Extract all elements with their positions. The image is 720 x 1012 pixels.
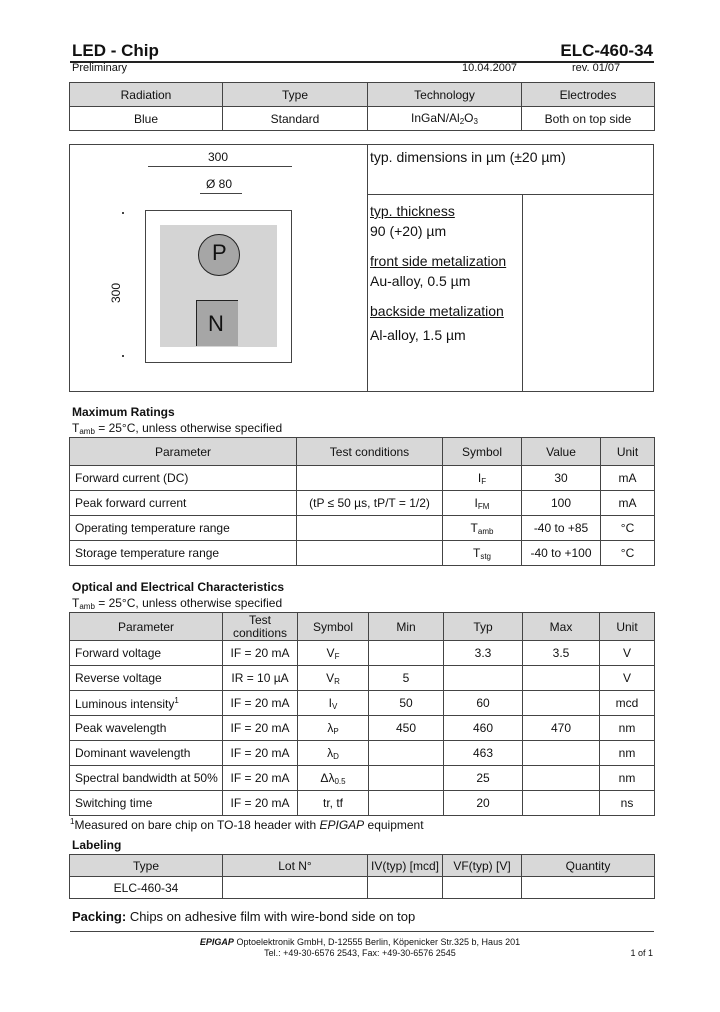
oe-min: 450 bbox=[369, 716, 444, 741]
oe-symbol: $I_V$ bbox=[298, 691, 369, 716]
width-dimension: 300 bbox=[208, 150, 229, 164]
summary-cell: Both on top side bbox=[522, 107, 655, 131]
front-metal-value: Au-alloy, 0.5 µm bbox=[370, 273, 471, 289]
summary-header: Type bbox=[223, 83, 368, 107]
mr-header: Unit bbox=[601, 438, 655, 466]
oe-parameter: Reverse voltage bbox=[70, 666, 223, 691]
oe-conditions: IF = 20 mA bbox=[223, 691, 298, 716]
height-marker bbox=[122, 212, 124, 214]
oe-typ bbox=[444, 666, 523, 691]
oe-header: Typ bbox=[444, 613, 523, 641]
height-dimension: 300 bbox=[109, 282, 124, 304]
oe-unit: mcd bbox=[600, 691, 655, 716]
mr-unit: °C bbox=[601, 516, 655, 541]
label-cell: ELC-460-34 bbox=[70, 877, 223, 899]
oe-parameter: Forward voltage bbox=[70, 641, 223, 666]
summary-table bbox=[69, 82, 655, 131]
oe-typ: 60 bbox=[444, 691, 523, 716]
oe-typ: 463 bbox=[444, 741, 523, 766]
oe-parameter: Spectral bandwidth at 50% bbox=[70, 766, 223, 791]
footer-contact: Tel.: +49-30-6576 2543, Fax: +49-30-6576 2545 bbox=[264, 948, 456, 958]
mr-value: 30 bbox=[522, 466, 601, 491]
summary-header: Radiation bbox=[70, 83, 223, 107]
mr-conditions bbox=[297, 541, 443, 566]
oe-header: Unit bbox=[600, 613, 655, 641]
page-number: 1 of 1 bbox=[630, 948, 653, 958]
oe-max bbox=[523, 691, 600, 716]
mr-symbol: $I_{FM}$ bbox=[443, 491, 522, 516]
label-cell bbox=[368, 877, 443, 899]
oe-min: 50 bbox=[369, 691, 444, 716]
oe-parameter: Luminous intensity$^1$ bbox=[70, 691, 223, 716]
max-ratings-condition: $T_{amb} = 25^\circ C$, unless otherwise specified bbox=[72, 421, 283, 436]
footer-brand: EPIGAP bbox=[199, 937, 234, 947]
thickness-title: typ. thickness bbox=[370, 203, 455, 219]
oe-parameter: Switching time bbox=[70, 791, 223, 816]
label-cell bbox=[443, 877, 522, 899]
oe-max bbox=[523, 791, 600, 816]
footnote: $^1$Measured on bare chip on TO-18 header with EPIGAP equipment bbox=[70, 817, 424, 832]
label-header: VF(typ) [V] bbox=[443, 855, 522, 877]
title-rule bbox=[70, 61, 654, 63]
notes-divider-v bbox=[522, 194, 523, 392]
packing-line bbox=[72, 909, 415, 924]
oe-symbol: $V_F$ bbox=[298, 641, 369, 666]
drawing-divider bbox=[367, 144, 368, 392]
packing-text: Chips on adhesive film with wire-bond side on top bbox=[129, 909, 416, 924]
mr-unit: °C bbox=[601, 541, 655, 566]
summary-cell: Standard bbox=[223, 107, 368, 131]
label-header: Type bbox=[70, 855, 223, 877]
mr-parameter: Peak forward current bbox=[70, 491, 297, 516]
oe-max bbox=[523, 666, 600, 691]
status-label: Preliminary bbox=[72, 62, 128, 74]
oe-conditions: IF = 20 mA bbox=[223, 766, 298, 791]
label-cell bbox=[522, 877, 655, 899]
mr-unit: mA bbox=[601, 466, 655, 491]
oe-unit: V bbox=[600, 641, 655, 666]
back-metal-value: Al-alloy, 1.5 µm bbox=[370, 327, 466, 343]
pad-n-label: N bbox=[208, 311, 224, 336]
mr-parameter: Storage temperature range bbox=[70, 541, 297, 566]
optical-condition: $T_{amb} = 25^\circ C$, unless otherwise specified bbox=[72, 596, 283, 611]
dims-note: typ. dimensions in µm (±20 µm) bbox=[370, 149, 566, 165]
oe-conditions: IR = 10 µA bbox=[223, 666, 298, 691]
oe-header: Max bbox=[523, 613, 600, 641]
mr-conditions bbox=[297, 466, 443, 491]
mr-conditions bbox=[297, 516, 443, 541]
oe-typ: 20 bbox=[444, 791, 523, 816]
mr-value: -40 to +85 bbox=[522, 516, 601, 541]
packing-label: Packing: bbox=[72, 909, 127, 924]
doc-revision: rev. 01/07 bbox=[572, 62, 621, 74]
footer-address: Optoelektronik GmbH, D-12555 Berlin, Köpenicker Str.325 b, Haus 201 bbox=[236, 937, 521, 947]
label-cell bbox=[223, 877, 368, 899]
back-metal-title: backside metalization bbox=[370, 303, 504, 319]
mr-conditions: (tP ≤ 50 µs, tP/T = 1/2) bbox=[297, 491, 443, 516]
oe-header: Min bbox=[369, 613, 444, 641]
mr-unit: mA bbox=[601, 491, 655, 516]
oe-typ: 25 bbox=[444, 766, 523, 791]
thickness-value: 90 (+20) µm bbox=[370, 223, 447, 239]
label-header: IV(typ) [mcd] bbox=[368, 855, 443, 877]
oe-max: 470 bbox=[523, 716, 600, 741]
oe-min bbox=[369, 791, 444, 816]
mr-header: Parameter bbox=[70, 438, 297, 466]
oe-conditions: IF = 20 mA bbox=[223, 791, 298, 816]
footer-address-line bbox=[0, 937, 720, 947]
summary-cell: Blue bbox=[70, 107, 223, 131]
oe-symbol: tr, tf bbox=[298, 791, 369, 816]
oe-typ: 460 bbox=[444, 716, 523, 741]
label-header: Quantity bbox=[522, 855, 655, 877]
oe-header: Symbol bbox=[298, 613, 369, 641]
diameter-dimension-line bbox=[200, 193, 242, 194]
oe-max: 3.5 bbox=[523, 641, 600, 666]
oe-min bbox=[369, 766, 444, 791]
oe-header: Parameter bbox=[70, 613, 223, 641]
oe-unit: ns bbox=[600, 791, 655, 816]
oe-conditions: IF = 20 mA bbox=[223, 716, 298, 741]
part-number: ELC-460-34 bbox=[560, 41, 653, 60]
oe-unit: nm bbox=[600, 766, 655, 791]
optical-title: Optical and Electrical Characteristics bbox=[72, 580, 285, 594]
labeling-title: Labeling bbox=[72, 838, 122, 852]
max-ratings-table bbox=[69, 437, 655, 566]
summary-cell-technology: InGaN/$Al_2O_3$ bbox=[368, 107, 522, 131]
oe-conditions: IF = 20 mA bbox=[223, 741, 298, 766]
mr-header: Value bbox=[522, 438, 601, 466]
mr-value: 100 bbox=[522, 491, 601, 516]
pad-p-label: P bbox=[212, 240, 227, 265]
oe-parameter: Peak wavelength bbox=[70, 716, 223, 741]
oe-unit: V bbox=[600, 666, 655, 691]
oe-min bbox=[369, 741, 444, 766]
mr-symbol: $T_{amb}$ bbox=[443, 516, 522, 541]
summary-header: Electrodes bbox=[522, 83, 655, 107]
oe-symbol: $\lambda_D$ bbox=[298, 741, 369, 766]
notes-divider-h bbox=[367, 194, 654, 195]
labeling-table bbox=[69, 854, 655, 899]
width-dimension-line bbox=[148, 166, 292, 167]
oe-typ: 3.3 bbox=[444, 641, 523, 666]
label-header: Lot N° bbox=[223, 855, 368, 877]
doc-title: LED - Chip bbox=[72, 41, 159, 60]
oe-max bbox=[523, 766, 600, 791]
oe-unit: nm bbox=[600, 741, 655, 766]
oe-symbol: $\Delta\lambda_{0.5}$ bbox=[298, 766, 369, 791]
mr-symbol: $I_F$ bbox=[443, 466, 522, 491]
doc-date: 10.04.2007 bbox=[462, 62, 518, 74]
mr-value: -40 to +100 bbox=[522, 541, 601, 566]
oe-unit: nm bbox=[600, 716, 655, 741]
mr-header: Test conditions bbox=[297, 438, 443, 466]
oe-parameter: Dominant wavelength bbox=[70, 741, 223, 766]
mr-parameter: Operating temperature range bbox=[70, 516, 297, 541]
footer-rule bbox=[70, 931, 654, 932]
diameter-dimension: Ø 80 bbox=[206, 177, 233, 191]
max-ratings-title: Maximum Ratings bbox=[72, 405, 175, 419]
optical-table bbox=[69, 612, 655, 816]
height-marker bbox=[122, 355, 124, 357]
oe-header: Test conditions bbox=[223, 613, 298, 641]
oe-max bbox=[523, 741, 600, 766]
oe-symbol: $V_R$ bbox=[298, 666, 369, 691]
summary-header: Technology bbox=[368, 83, 522, 107]
oe-min: 5 bbox=[369, 666, 444, 691]
mr-parameter: Forward current (DC) bbox=[70, 466, 297, 491]
mr-header: Symbol bbox=[443, 438, 522, 466]
oe-conditions: IF = 20 mA bbox=[223, 641, 298, 666]
front-metal-title: front side metalization bbox=[370, 253, 507, 269]
oe-symbol: $\lambda_P$ bbox=[298, 716, 369, 741]
mr-symbol: $T_{stg}$ bbox=[443, 541, 522, 566]
oe-min bbox=[369, 641, 444, 666]
